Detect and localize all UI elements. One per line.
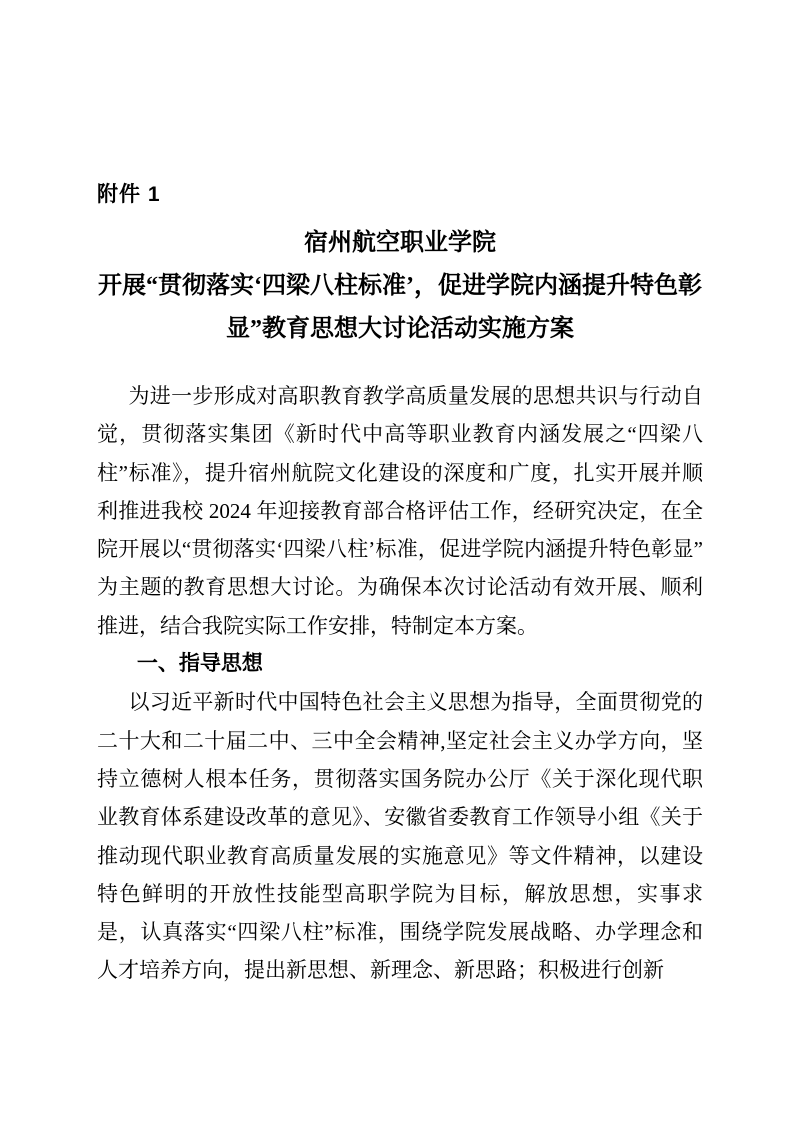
intro-paragraph: 为进一步形成对高职教育教学高质量发展的思想共识与行动自觉，贯彻落实集团《新时代中高等职业教育内涵发展之“四梁八柱”标准》，提升宿州航院文化建设的深度和广度，扎实开展并顺利推进我校 2024 年迎接教育部合格评估工作，经研究决定，在全院开展以“贯彻落实‘四梁八柱’标准，促进学院内涵提升特色彰显”为主题的教育思想大讨论。为确保本次讨论活动有效开展、顺利推进，结合我院实际工作安排，特制定本方案。: [97, 384, 703, 638]
title-college-name: 宿州航空职业学院: [304, 230, 496, 256]
document-title: [97, 222, 703, 351]
attachment-label: 附件 1: [97, 183, 161, 206]
document-body: [97, 377, 703, 990]
section-heading-guiding-ideology: 一、指导思想: [136, 652, 263, 676]
document-content: [97, 0, 703, 990]
section-1-paragraph: 以习近平新时代中国特色社会主义思想为指导，全面贯彻党的二十大和二十届二中、三中全会精神,坚定社会主义办学方向，坚持立德树人根本任务，贯彻落实国务院办公厅《关于深化现代职业教育体系建设改革的意见》、安徽省委教育工作领导小组《关于推动现代职业教育高质量发展的实施意见》等文件精神，以建设特色鲜明的开放性技能型高职学院为目标，解放思想，实事求是，认真落实“四梁八柱”标准，围绕学院发展战略、办学理念和人才培养方向，提出新思想、新理念、新思路；积极进行创新: [97, 690, 703, 983]
title-subject: 开展“贯彻落实‘四梁八柱标准’，促进学院内涵提升特色彰显”教育思想大讨论活动实施方案: [98, 273, 702, 342]
